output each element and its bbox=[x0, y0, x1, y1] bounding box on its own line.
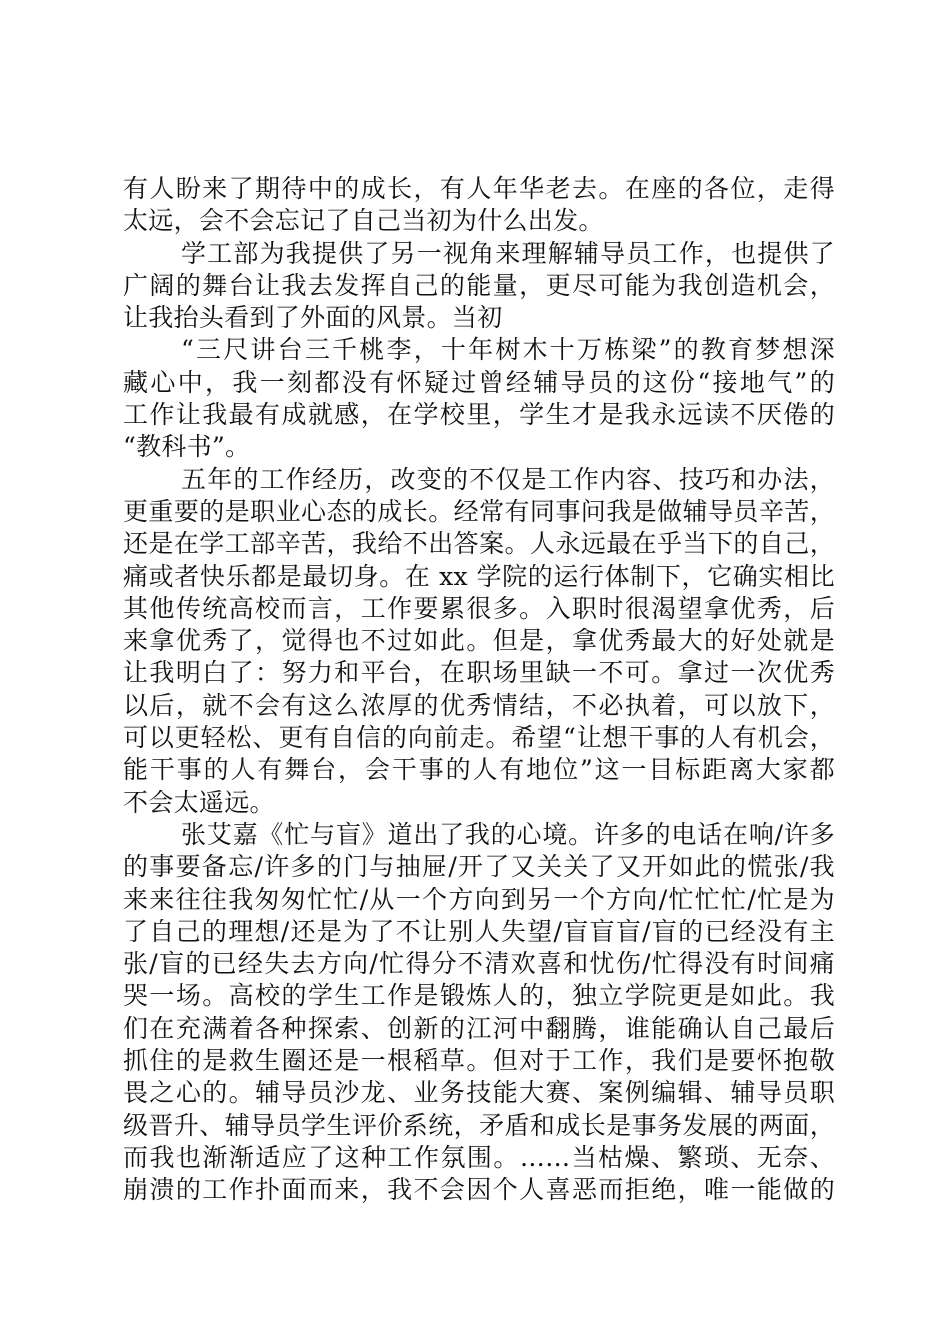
text-line: 来来往往我匆匆忙忙/从一个方向到另一个方向/忙忙忙/忙是为 bbox=[123, 884, 835, 914]
text-line: 张艾嘉《忙与盲》道出了我的心境。许多的电话在响/许多 bbox=[181, 819, 835, 849]
text-line: 更重要的是职业心态的成长。经常有同事问我是做辅导员辛苦， bbox=[123, 496, 835, 526]
text-line: 而我也渐渐适应了这种工作氛围。……当枯燥、繁琐、无奈、 bbox=[123, 1142, 835, 1172]
text-line: 的事要备忘/许多的门与抽屉/开了又关关了又开如此的慌张/我 bbox=[123, 852, 835, 882]
text-line: 五年的工作经历，改变的不仅是工作内容、技巧和办法， bbox=[181, 464, 835, 494]
text-line: “三尺讲台三千桃李，十年树木十万栋梁”的教育梦想深 bbox=[181, 335, 835, 365]
text-line: 学工部为我提供了另一视角来理解辅导员工作，也提供了 bbox=[181, 238, 835, 268]
text-line: 痛或者快乐都是最切身。在 xx 学院的运行体制下，它确实相比 bbox=[123, 561, 835, 591]
text-line: 能干事的人有舞台，会干事的人有地位”这一目标距离大家都 bbox=[123, 755, 835, 785]
text-line: 广阔的舞台让我去发挥自己的能量，更尽可能为我创造机会， bbox=[123, 270, 835, 300]
text-line: 太远，会不会忘记了自己当初为什么出发。 bbox=[123, 206, 604, 236]
text-line: 还是在学工部辛苦，我给不出答案。人永远最在乎当下的自己， bbox=[123, 529, 835, 559]
text-line: 可以更轻松、更有自信的向前走。希望“让想干事的人有机会， bbox=[123, 723, 835, 753]
text-line: 不会太遥远。 bbox=[123, 787, 275, 817]
text-line: 哭一场。高校的学生工作是锻炼人的，独立学院更是如此。我 bbox=[123, 981, 835, 1011]
text-line: 来拿优秀了，觉得也不过如此。但是，拿优秀最大的好处就是 bbox=[123, 626, 835, 656]
text-line: 张/盲的已经失去方向/忙得分不清欢喜和忧伤/忙得没有时间痛 bbox=[123, 949, 835, 979]
text-line: 级晋升、辅导员学生评价系统，矛盾和成长是事务发展的两面， bbox=[123, 1110, 835, 1140]
text-line: 让我明白了：努力和平台，在职场里缺一不可。拿过一次优秀 bbox=[123, 658, 835, 688]
text-line: 有人盼来了期待中的成长，有人年华老去。在座的各位，走得 bbox=[123, 174, 835, 203]
text-line: 藏心中，我一刻都没有怀疑过曾经辅导员的这份“接地气”的 bbox=[123, 367, 835, 397]
text-line: 其他传统高校而言，工作要累很多。入职时很渴望拿优秀，后 bbox=[123, 593, 835, 623]
body-text bbox=[123, 173, 835, 1207]
text-line: 们在充满着各种探索、创新的江河中翻腾，谁能确认自己最后 bbox=[123, 1013, 835, 1043]
text-line: 了自己的理想/还是为了不让别人失望/盲盲盲/盲的已经没有主 bbox=[123, 916, 835, 946]
text-line: 抓住的是救生圈还是一根稻草。但对于工作，我们是要怀抱敬 bbox=[123, 1046, 835, 1076]
text-line: 崩溃的工作扑面而来，我不会因个人喜恶而拒绝，唯一能做的 bbox=[123, 1175, 835, 1205]
text-line: 工作让我最有成就感，在学校里，学生才是我永远读不厌倦的 bbox=[123, 400, 835, 430]
text-line: 畏之心的。辅导员沙龙、业务技能大赛、案例编辑、辅导员职 bbox=[123, 1078, 835, 1108]
text-line: “教科书”。 bbox=[123, 432, 251, 462]
text-line: 以后，就不会有这么浓厚的优秀情结，不必执着，可以放下， bbox=[123, 690, 835, 720]
text-line: 让我抬头看到了外面的风景。当初 bbox=[123, 303, 503, 333]
